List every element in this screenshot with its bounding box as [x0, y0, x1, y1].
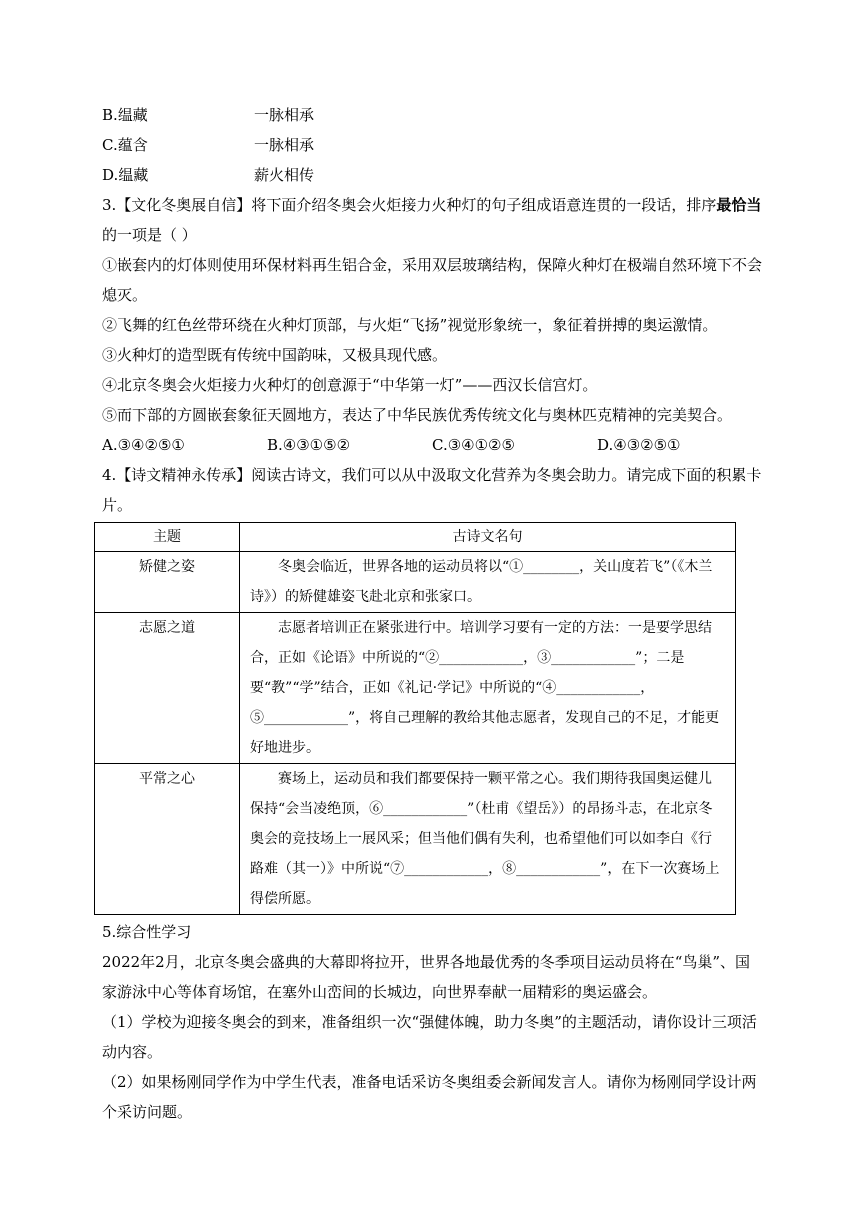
row-theme: 矫健之姿 — [95, 552, 240, 613]
row-content: 志愿者培训正在紧张进行中。培训学习要有一定的方法：一是要学思结合，正如《论语》中所说的“②____________，③____________”；二是要“教”“学”结合，正如《礼记·学记》中所说的“④____________，⑤____________”，将自己理解的教给其他志愿者，发现自己的不足，才能更好地进步。 — [240, 613, 736, 764]
q5-item-1: （1）学校为迎接冬奥会的到来，准备组织一次“强健体魄，助力冬奥”的主题活动，请你设计三项活动内容。 — [102, 1013, 757, 1061]
header-theme: 主题 — [95, 523, 240, 552]
option-d: D.缊藏 薪火相传 — [102, 166, 315, 184]
q5-title: 5.综合性学习 — [102, 923, 192, 941]
q4-stem: 4.【诗文精神永传承】阅读古诗文，我们可以从中汲取文化营养为冬奥会助力。请完成下面的积累卡片。 — [102, 466, 762, 514]
q3-sentence-2: ②飞舞的红色丝带环绕在火种灯顶部，与火炬“飞扬”视觉形象统一，象征着拼搏的奥运激情。 — [102, 316, 718, 334]
choice-a: A.③④②⑤① — [102, 436, 185, 454]
header-content: 古诗文名句 — [240, 523, 736, 552]
q3-sentence-1: ①嵌套内的灯体则使用环保材料再生铝合金，采用双层玻璃结构，保障火种灯在极端自然环境下不会熄灭。 — [102, 256, 763, 304]
choice-b: B.④③①⑤② — [267, 436, 351, 454]
option-b: B.缊藏 一脉相承 — [102, 106, 315, 124]
table-row — [95, 552, 736, 613]
q5-item-2: （2）如果杨刚同学作为中学生代表，准备电话采访冬奥组委会新闻发言人。请你为杨刚同学设计两个采访问题。 — [102, 1073, 757, 1121]
accumulation-card-table — [94, 522, 736, 915]
option-c: C.蕴含 一脉相承 — [102, 136, 315, 154]
question-3 — [102, 190, 762, 460]
row-theme: 平常之心 — [95, 764, 240, 915]
q5-intro: 2022年2月，北京冬奥会盛典的大幕即将拉开，世界各地最优秀的冬季项目运动员将在“鸟巢”、国家游泳中心等体育场馆，在塞外山峦间的长城边，向世界奉献一届精彩的奥运盛会。 — [102, 953, 751, 1001]
exam-page — [102, 100, 762, 1127]
table-header-row — [95, 523, 736, 552]
q2-options — [102, 100, 762, 190]
table-row — [95, 613, 736, 764]
q3-sentence-5: ⑤而下部的方圆嵌套象征天圆地方，表达了中华民族优秀传统文化与奥林匹克精神的完美契合。 — [102, 406, 733, 424]
choice-d: D.④③②⑤① — [597, 436, 681, 454]
row-content: 赛场上，运动员和我们都要保持一颗平常之心。我们期待我国奥运健儿保持“会当凌绝顶，⑥____________”（杜甫《望岳》）的昂扬斗志，在北京冬奥会的竞技场上一展风采；但当他们偶有失利，也希望他们可以如李白《行路难（其一）》中所说“⑦____________，⑧____________”，在下一次赛场上得偿所愿。 — [240, 764, 736, 915]
row-theme: 志愿之道 — [95, 613, 240, 764]
q3-stem: 3.【文化冬奥展自信】将下面介绍冬奥会火炬接力火种灯的句子组成语意连贯的一段话，排序最恰当的一项是（ ） — [102, 196, 762, 244]
q3-choices — [102, 430, 762, 460]
q3-sentence-4: ④北京冬奥会火炬接力火种灯的创意源于“中华第一灯”——西汉长信宫灯。 — [102, 376, 598, 394]
q3-sentence-3: ③火种灯的造型既有传统中国韵味，又极具现代感。 — [102, 346, 448, 364]
question-5 — [102, 917, 762, 1127]
choice-c: C.③④①②⑤ — [432, 436, 515, 454]
question-4 — [102, 460, 762, 915]
row-content: 冬奥会临近，世界各地的运动员将以“①________，关山度若飞”（《木兰诗》）的矫健雄姿飞赴北京和张家口。 — [240, 552, 736, 613]
table-row — [95, 764, 736, 915]
